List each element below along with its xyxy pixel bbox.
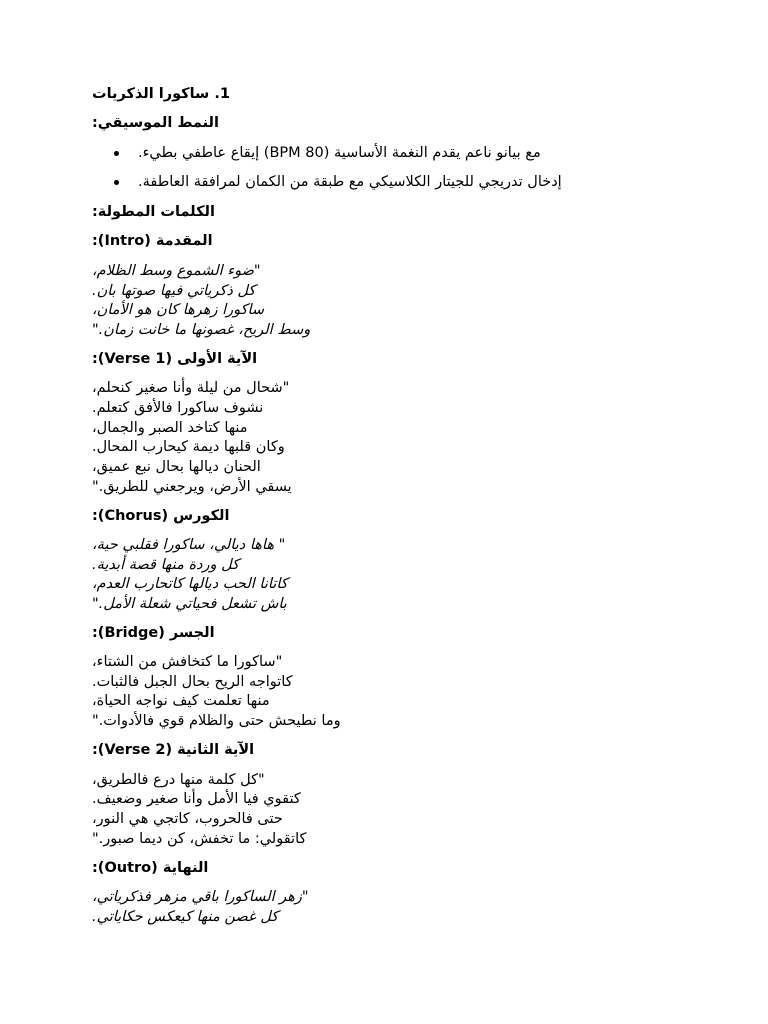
lyric-line: كتقوي فيا الأمل وأنا صغير وضعيف. [92, 791, 301, 807]
lyric-line: منها كتاخد الصبر والجمال، [92, 420, 248, 436]
lyric-line: كل ذكرياتي فيها صوتها بان. [92, 283, 256, 299]
lyric-line: كاتواجه الريح بحال الجبل فالثبات. [92, 674, 293, 690]
lyric-line: منها تعلمت كيف نواجه الحياة، [92, 693, 270, 709]
bullet-dot [114, 180, 119, 185]
lyric-line: كاتانا الحب ديالها كاتحارب العدم، [92, 576, 288, 592]
style-heading: النمط الموسيقي: [92, 115, 219, 131]
lyric-line: الحنان ديالها بحال نبع عميق، [92, 459, 261, 475]
section-heading-intro: المقدمة (Intro): [92, 233, 213, 249]
lyric-line: يسقي الأرض، ويرجعني للطريق." [92, 479, 292, 495]
lyrics-heading: الكلمات المطولة: [92, 204, 215, 220]
lyric-line: باش تشعل فحياتي شعلة الأمل." [92, 596, 287, 612]
lyric-line: وسط الريح، غصونها ما خانت زمان." [92, 322, 311, 338]
lyric-line: كاتقولي: ما تخفش، كن ديما صبور." [92, 831, 307, 847]
style-bullet: إدخال تدريجي للجيتار الكلاسيكي مع طبقة من الكمان لمرافقة العاطفة. [138, 174, 562, 190]
lyric-line: ساكورا زهرها كان هو الأمان، [92, 302, 265, 318]
lyric-line: "زهر الساكورا باقي مزهر فذكرياتي، [92, 889, 309, 905]
lyric-line: كل غصن منها كيعكس حكاياتي. [92, 909, 279, 925]
lyric-line: " هاها ديالي، ساكورا فقلبي حية، [92, 537, 286, 553]
section-heading-outro: النهاية (Outro): [92, 860, 209, 876]
lyric-line: وما نطيحش حتى والظلام قوي فالأدوات." [92, 713, 341, 729]
lyric-line: "ساكورا ما كتخافش من الشتاء، [92, 654, 283, 670]
lyric-line: حتى فالحروب، كاتجي هي النور، [92, 811, 283, 827]
bullet-dot [114, 151, 119, 156]
lyric-line: وكان قلبها ديمة كيحارب المحال. [92, 439, 285, 455]
lyric-line: "كل كلمة منها درع فالطريق، [92, 772, 265, 788]
lyric-line: "شحال من ليلة وأنا صغير كنحلم، [92, 380, 290, 396]
lyric-line: نشوف ساكورا فالأفق كتعلم. [92, 400, 264, 416]
lyric-line: "ضوء الشموع وسط الظلام، [92, 263, 261, 279]
section-heading-verse1: الآية الأولى (Verse 1): [92, 351, 258, 367]
section-heading-bridge: الجسر (Bridge): [92, 625, 215, 641]
song-title: 1. ساكورا الذكريات [92, 86, 230, 102]
style-bullet: مع بيانو ناعم يقدم النغمة الأساسية (80 BPM) إيقاع عاطفي بطيء. [138, 145, 541, 161]
section-heading-verse2: الآية الثانية (Verse 2): [92, 742, 255, 758]
lyric-line: كل وردة منها قصة أبدية. [92, 557, 239, 573]
section-heading-chorus: الكورس (Chorus): [92, 508, 230, 524]
